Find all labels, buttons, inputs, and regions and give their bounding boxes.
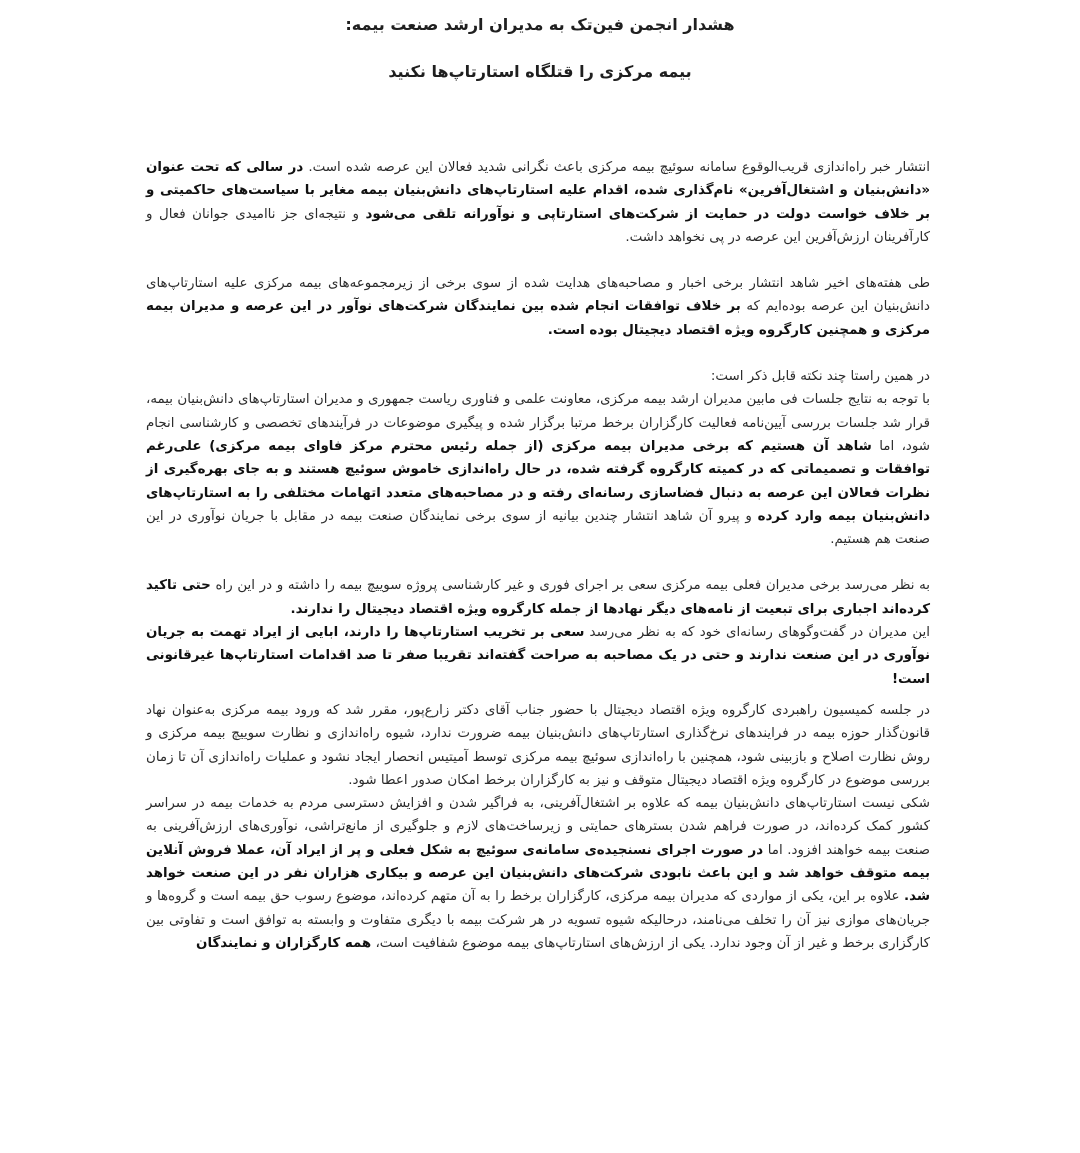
paragraph-points-intro <box>146 365 930 388</box>
paragraph-intro <box>146 156 930 249</box>
paragraph-recent-news <box>146 272 930 342</box>
bold-text: همه کارگزاران و نمایندگان <box>196 935 372 951</box>
bold-text: سعی بر تخریب استارتاپ‌ها را دارند، ابایی از ایراد تهمت به جریان نوآوری در این صنعت ندارند و حتی در یک مصاحبه به صراحت گفته‌اند تقریبا صفر تا صد اقدامات استارتاپ‌ها غیرقانونی است! <box>146 625 930 687</box>
paragraph-text: در همین راستا چند نکته قابل ذکر است: <box>710 369 930 385</box>
paragraph-text: و نتیجه‌ای جز ناامیدی جوانان فعال و کارآفرینان ارزش‌آفرین این عرصه در پی نخواهد داشت. <box>146 206 930 245</box>
paragraph-text: انتشار خبر راه‌اندازی قریب‌الوقوع سامانه سوئیچ بیمه مرکزی باعث نگرانی شدید فعالان این عرصه شده است. <box>303 160 930 175</box>
paragraph-text: و پیرو آن شاهد انتشار چندین بیانیه از سوی برخی نمایندگان صنعت بیمه در مقابل با جریان نوآوری در این صنعت هم هستیم. <box>146 508 930 548</box>
paragraph-text: در جلسه کمیسیون راهبردی کارگروه ویژه اقتصاد دیجیتال با حضور جناب آقای دکتر زارع‌پور، مقرر شد که ورود بیمه مرکزی به‌عنوان نهاد قانون‌گذار حوزه بیمه در فرایندهای نرخ‌گذاری استارتاپ‌های دانش‌بنیان بیمه ضرورت ندارد، شیوه راه‌اندازی و نظارت سوییچ بیمه مرکزی و روش نظارت اصلاح و بازبینی شود، همچنین با راه‌اندازی سوئیچ بیمه مرکزی توسط آمیتیس انحصار ایجاد نشود و عملیات راه‌اندازی آن تا زمان بررسی موضوع در کارگروه ویژه اقتصاد دیجیتال متوقف و نیز به کارگزاران برخط امکان صدور اعطا شود. <box>146 702 930 788</box>
bold-text: در سالی که تحت عنوان «دانش‌بنیان و اشتغال‌آفرین» نام‌گذاری شده، اقدام علیه استارتاپ‌های دانش‌بنیان بیمه مغایر با سیاست‌های حاکمیتی و بر خلاف خواست دولت در حمایت از شرکت‌های استارتاپی و نوآورانه تلقی می‌شود <box>146 160 930 222</box>
bold-text: در صورت اجرای نسنجیده‌ی سامانه‌ی سوئیچ به شکل فعلی و پر از ایراد آن، عملا فروش آنلاین بیمه متوقف خواهد شد و این باعث نابودی شرکت‌های دانش‌بنیان این عرصه و بیکاری هزاران نفر در این صنعت خواهد شد. <box>146 842 930 905</box>
paragraph-text: به نظر می‌رسد برخی مدیران فعلی بیمه مرکزی سعی بر اجرای فوری و غیر کارشناسی پروژه سوییچ بیمه را داشته و در این راه <box>210 578 930 594</box>
bold-text: بر خلاف توافقات انجام شده بین نمایندگان شرکت‌های نوآور در این عرصه و مدیران بیمه مرکزی و همچنین کارگروه ویژه اقتصاد دیجیتال بوده است. <box>146 299 930 338</box>
document-subtitle: بیمه مرکزی را قتلگاه استارتاپ‌ها نکنید <box>388 62 692 81</box>
paragraph-text: علاوه بر این، یکی از مواردی که مدیران بیمه مرکزی، کارگزاران برخط را به آن متهم کرده‌اند، موضوع رسوب حق بیمه است و گروه‌ها و جریان‌های موازی نیز آن را تخلف می‌نامند، درحالیکه شیوه تسویه در هر شرکت بیمه با دیگری متفاوت و وابسته به توافق است و تفاوتی بین کارگزاری برخط و غیر از آن وجود ندارد. یکی از ارزش‌های استارتاپ‌های بیمه موضوع شفافیت است، <box>146 889 930 951</box>
paragraph-text: طی هفته‌های اخیر شاهد انتشار برخی اخبار و مصاحبه‌های هدایت شده از سوی برخی از زیرمجموعه‌های بیمه مرکزی علیه استارتاپ‌های دانش‌بنیان این عرصه بوده‌ایم که <box>146 276 930 315</box>
paragraph-commission <box>146 699 930 792</box>
paragraph-meetings <box>146 388 930 551</box>
paragraph-text: این مدیران در گفت‌وگوهای رسانه‌ای خود که به نظر می‌رسد <box>584 625 930 641</box>
document-body <box>146 156 930 955</box>
paragraph-text: با توجه به نتایج جلسات فی مابین مدیران ارشد بیمه مرکزی، معاونت علمی و فناوری ریاست جمهوری و مدیران استارتاپ‌های دانش‌بنیان بیمه، قرار شد جلسات بررسی آیین‌نامه فعالیت کارگزاران برخط مرتبا برگزار شده و پیگیری موضوعات در فرآیندهای تخصصی و کارشناسی انجام شود، اما <box>146 392 930 454</box>
paragraph-conclusion <box>146 792 930 955</box>
paragraph-text: شکی نیست استارتاپ‌های دانش‌بنیان بیمه که علاوه بر اشتغال‌آفرینی، به فراگیر شدن و افزایش دسترسی مردم به خدمات بیمه در سراسر کشور کمک کرده‌اند، در صورت فراهم شدن بسترهای حمایتی و زیرساخت‌های لازم و جلوگیری از مانع‌تراشی، نوآوری‌های ارزش‌آفرینی به صنعت بیمه خواهند افزود. اما <box>146 796 930 858</box>
bold-text: شاهد آن هستیم که برخی مدیران بیمه مرکزی (از جمله رئیس محترم مرکز فاوای بیمه مرکزی) علی‌رغم توافقات و تصمیماتی که در کمیته کارگروه گرفته شده، در حال راه‌اندازی خاموش سوئیچ هستند و به جای بهره‌گیری از نظرات فعالان این عرصه به دنبال فضاسازی رسانه‌ای رفته و در مصاحبه‌های متعدد اتهامات مختلفی را به استارتاپ‌های دانش‌بنیان بیمه وارد کرده <box>146 438 930 524</box>
paragraph-media <box>146 621 930 691</box>
bold-text: حتی تاکید کرده‌اند اجباری برای تبعیت از نامه‌های دیگر نهادها از جمله کارگروه ویژه اقتصاد دیجیتال را ندارند. <box>146 578 930 617</box>
paragraph-managers <box>146 574 930 621</box>
document-title: هشدار انجمن فین‌تک به مدیران ارشد صنعت بیمه: <box>345 15 735 34</box>
